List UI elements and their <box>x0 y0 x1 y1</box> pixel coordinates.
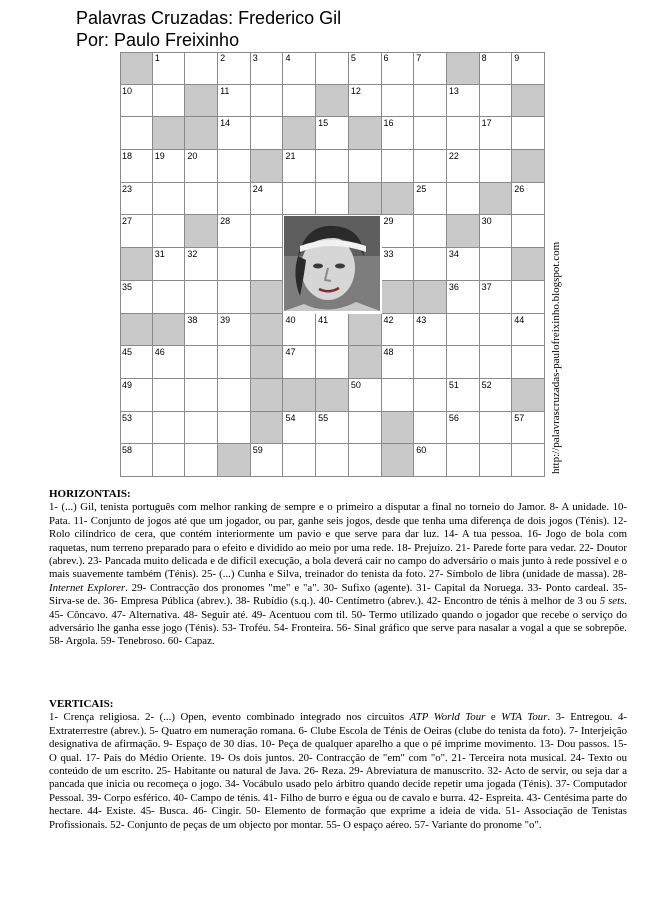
crossword-block <box>316 85 349 118</box>
crossword-block <box>382 183 415 216</box>
crossword-block <box>251 379 284 412</box>
crossword-cell[interactable] <box>382 314 415 347</box>
clue-number: 9 <box>514 53 520 63</box>
crossword-cell[interactable] <box>480 281 513 314</box>
crossword-cell[interactable] <box>120 85 153 118</box>
crossword-cell[interactable] <box>218 85 251 118</box>
crossword-block <box>512 379 545 412</box>
horizontal-clues-text: 1- (...) Gil, tenista português com melhor ranking de sempre e o primeiro a disputar a final no torneio do Jamor. 8- A unidade. 10- Pata. 11- Conjunto de jogos até que um jogador, ou par, ganhe seis jogos, desde que tenha uma diferença de dois jogos (Ténis). 12- Rolo cilíndrico de cera, que contém interiormente um pavio e que serve para dar luz. 14- A tua pessoa. 16- Jogo de bola com raquetas, num terreno preparado para o efeito e dividido ao meio por uma rede. 18- Prejuízo. 21- Parede forte para vedar. 22- Doutor (abrev.). 23- Pancada muito delicada e de difícil execução, a bola deverá cair no campo do adversário o mais junto à rede possível e o mais suavemente também (Ténis). 25- (...) Cunha e Silva, treinador do tenista da foto. 27- Símbolo de libra (unidade de massa). 28- Internet Explorer. 29- Contracção dos pronomes "me" e "a". 30- Sufixo (agente). 31- Capital da Noruega. 33- Ponto cardeal. 35- Sirva-se de. 36- Empresa Pública (abrev.). 38- Rubídio (s.q.). 40- Centímetro (abrev.). 42- Encontro de ténis à melhor de 3 ou 5 sets. 45- Côncavo. 47- Alternativa. 48- Seguir até. 49- Acentuou com til. 50- Termo utilizado quando o jogador que recebe o serviço do adversário lhe ganha esse jogo (Ténis). 53- Troféu. 54- Fronteira. 56- Sinal gráfico que serve para nasalar a vogal a que se sobrepõe. 58- Argola. 59- Tenebroso. 60- Capaz. <box>49 501 628 648</box>
crossword-cell[interactable] <box>251 85 284 118</box>
crossword-block <box>153 314 186 347</box>
crossword-cell[interactable] <box>480 346 513 379</box>
crossword-cell[interactable] <box>153 215 186 248</box>
clue-number: 28 <box>220 216 231 227</box>
crossword-cell[interactable] <box>153 150 186 183</box>
clue-number: 26 <box>514 183 525 194</box>
crossword-cell[interactable] <box>185 444 218 477</box>
crossword-block <box>349 314 382 347</box>
crossword-block <box>251 314 284 347</box>
crossword-cell[interactable] <box>316 183 349 216</box>
crossword-cell[interactable] <box>251 215 284 248</box>
clue-number: 43 <box>416 314 427 325</box>
clue-number: 54 <box>285 412 296 423</box>
crossword-cell[interactable] <box>382 215 415 248</box>
crossword-cell[interactable] <box>120 117 153 150</box>
clue-number: 49 <box>122 379 133 390</box>
crossword-cell[interactable] <box>414 412 447 445</box>
crossword-cell[interactable] <box>414 85 447 118</box>
clue-number: 59 <box>252 445 263 456</box>
crossword-cell[interactable] <box>512 281 545 314</box>
crossword-block <box>447 215 480 248</box>
crossword-cell[interactable] <box>251 183 284 216</box>
clue-number: 29 <box>383 216 394 227</box>
crossword-block <box>512 85 545 118</box>
clue-number: 31 <box>154 249 165 260</box>
crossword-cell[interactable] <box>480 248 513 281</box>
crossword-cell[interactable] <box>185 412 218 445</box>
crossword-block <box>251 346 284 379</box>
crossword-cell[interactable] <box>185 183 218 216</box>
clue-number: 56 <box>448 412 459 423</box>
crossword-cell[interactable] <box>153 379 186 412</box>
crossword-cell[interactable] <box>251 117 284 150</box>
clue-number: 11 <box>220 85 230 96</box>
vertical-clues-heading: VERTICAIS: <box>49 698 114 710</box>
crossword-cell[interactable] <box>120 412 153 445</box>
crossword-cell[interactable] <box>218 346 251 379</box>
page-title: Palavras Cruzadas: Frederico Gil <box>76 8 342 28</box>
clue-number: 19 <box>154 151 165 162</box>
clue-number: 12 <box>350 85 361 96</box>
clue-number: 41 <box>318 314 329 325</box>
crossword-cell[interactable] <box>512 215 545 248</box>
crossword-block <box>382 412 415 445</box>
clue-number: 15 <box>318 118 329 129</box>
crossword-cell[interactable] <box>447 281 480 314</box>
crossword-cell[interactable] <box>349 52 382 85</box>
crossword-block <box>283 379 316 412</box>
crossword-cell[interactable] <box>218 117 251 150</box>
crossword-block <box>414 281 447 314</box>
crossword-cell[interactable] <box>414 117 447 150</box>
clue-number: 16 <box>383 118 394 129</box>
crossword-cell[interactable] <box>120 379 153 412</box>
horizontal-clues <box>49 488 627 649</box>
crossword-cell[interactable] <box>283 150 316 183</box>
crossword-cell[interactable] <box>447 85 480 118</box>
crossword-cell[interactable] <box>414 444 447 477</box>
clue-number: 17 <box>481 118 492 129</box>
crossword-cell[interactable] <box>349 444 382 477</box>
crossword-cell[interactable] <box>251 52 284 85</box>
clue-number: 37 <box>481 281 492 292</box>
crossword-cell[interactable] <box>447 183 480 216</box>
crossword-cell[interactable] <box>414 52 447 85</box>
horizontal-clues-heading: HORIZONTAIS: <box>49 488 131 500</box>
clue-number: 35 <box>122 281 133 292</box>
blog-url: http://palavrascruzadas-paulofreixinho.blogspot.com <box>550 241 562 474</box>
clue-number: 10 <box>122 85 133 96</box>
crossword-cell[interactable] <box>316 117 349 150</box>
clue-number: 39 <box>220 314 231 325</box>
crossword-block <box>185 117 218 150</box>
clue-number: 22 <box>448 151 459 162</box>
photo-illustration <box>284 216 380 311</box>
crossword-cell[interactable] <box>382 346 415 379</box>
crossword-cell[interactable] <box>218 248 251 281</box>
crossword-cell[interactable] <box>120 444 153 477</box>
crossword-block <box>153 117 186 150</box>
crossword-cell[interactable] <box>414 248 447 281</box>
crossword-cell[interactable] <box>185 314 218 347</box>
crossword-cell[interactable] <box>218 215 251 248</box>
clue-number: 45 <box>122 347 133 358</box>
clue-number: 60 <box>416 445 427 456</box>
crossword-cell[interactable] <box>251 444 284 477</box>
crossword-cell[interactable] <box>414 215 447 248</box>
clue-number: 58 <box>122 445 133 456</box>
crossword-cell[interactable] <box>120 346 153 379</box>
crossword-cell[interactable] <box>153 444 186 477</box>
clue-number: 53 <box>122 412 133 423</box>
crossword-cell[interactable] <box>447 379 480 412</box>
crossword-block <box>251 281 284 314</box>
crossword-cell[interactable] <box>382 150 415 183</box>
crossword-cell[interactable] <box>185 379 218 412</box>
crossword-cell[interactable] <box>414 346 447 379</box>
crossword-cell[interactable] <box>185 281 218 314</box>
crossword-cell[interactable] <box>185 346 218 379</box>
crossword-cell[interactable] <box>512 444 545 477</box>
crossword-cell[interactable] <box>480 150 513 183</box>
crossword-cell[interactable] <box>120 150 153 183</box>
crossword-cell[interactable] <box>153 346 186 379</box>
crossword-cell[interactable] <box>218 52 251 85</box>
crossword-block <box>185 215 218 248</box>
crossword-cell[interactable] <box>480 215 513 248</box>
crossword-cell[interactable] <box>382 52 415 85</box>
clue-number: 55 <box>318 412 329 423</box>
crossword-block <box>349 183 382 216</box>
crossword-cell[interactable] <box>218 183 251 216</box>
clue-number: 52 <box>481 379 492 390</box>
crossword-cell[interactable] <box>316 314 349 347</box>
crossword-cell[interactable] <box>218 314 251 347</box>
crossword-cell[interactable] <box>447 412 480 445</box>
crossword-cell[interactable] <box>218 412 251 445</box>
clue-number: 1 <box>154 53 160 63</box>
crossword-cell[interactable] <box>316 346 349 379</box>
crossword-cell[interactable] <box>349 412 382 445</box>
crossword-cell[interactable] <box>316 150 349 183</box>
crossword-cell[interactable] <box>283 444 316 477</box>
crossword-cell[interactable] <box>153 52 186 85</box>
crossword-cell[interactable] <box>414 150 447 183</box>
vertical-clues <box>49 698 627 832</box>
crossword-block <box>120 248 153 281</box>
crossword-block <box>512 248 545 281</box>
clue-number: 2 <box>220 53 226 63</box>
crossword-cell[interactable] <box>414 379 447 412</box>
clue-number: 36 <box>448 281 459 292</box>
crossword-cell[interactable] <box>153 85 186 118</box>
crossword-cell[interactable] <box>480 52 513 85</box>
crossword-cell[interactable] <box>283 85 316 118</box>
crossword-cell[interactable] <box>382 248 415 281</box>
crossword-block <box>283 117 316 150</box>
crossword-block <box>120 52 153 85</box>
crossword-cell[interactable] <box>480 412 513 445</box>
crossword-cell[interactable] <box>185 248 218 281</box>
crossword-cell[interactable] <box>316 52 349 85</box>
crossword-cell[interactable] <box>120 215 153 248</box>
crossword-cell[interactable] <box>349 379 382 412</box>
crossword-cell[interactable] <box>153 248 186 281</box>
crossword-block <box>251 150 284 183</box>
crossword-cell[interactable] <box>283 314 316 347</box>
crossword-cell[interactable] <box>382 85 415 118</box>
crossword-cell[interactable] <box>512 314 545 347</box>
crossword-cell[interactable] <box>382 379 415 412</box>
crossword-cell[interactable] <box>218 379 251 412</box>
tennis-player-photo <box>284 216 380 311</box>
crossword-cell[interactable] <box>447 150 480 183</box>
clue-number: 47 <box>285 347 296 358</box>
clue-number: 27 <box>122 216 133 227</box>
vertical-clues-text: 1- Crença religiosa. 2- (...) Open, evento combinado integrado nos circuitos ATP World Tour e WTA Tour. 3- Entregou. 4- Extraterrestre (abrev.). 5- Quatro em numeração romana. 6- Clube Escola de Ténis de Oeiras (clube do tenista da foto). 7- Interjeição designativa de afirmação. 9- Espaço de 30 dias. 10- Peça de qualquer aparelho a que o pé imprime movimento. 13- Dou passos. 15- O qual. 17- País do Médio Oriente. 19- Os dois juntos. 20- Contracção de "em" com "o". 21- Terceira nota musical. 24- Texto ou conteúdo de um escrito. 25- Habitante ou natural de Java. 26- Reza. 29- Abreviatura de manuscrito. 32- Acto de servir, ou seja dar a pancada que inicia ou recomeça o jogo. 34- Vocábulo usado pelo árbitro quando decide repetir uma jogada (Ténis). 37- Computador Pessoal. 39- Corpo esférico. 40- Campo de ténis. 41- Filho de burro e égua ou de cavalo e burra. 42- Espreita. 43- Centésima parte do hectare. 44- Existe. 45- Busca. 46- Cingir. 50- Elemento de formação que exprime a ideia de vida. 51- Associação de Tenistas Profissionais. 52- Conjunto de peças de um objecto por montar. 55- O espaço aéreo. 57- Variante do pronome "o". <box>49 711 628 831</box>
crossword-cell[interactable] <box>218 150 251 183</box>
crossword-cell[interactable] <box>447 314 480 347</box>
crossword-cell[interactable] <box>349 150 382 183</box>
clue-number: 32 <box>187 249 198 260</box>
clue-number: 25 <box>416 183 427 194</box>
clue-number: 8 <box>481 53 487 63</box>
clue-number: 48 <box>383 347 394 358</box>
clue-number: 38 <box>187 314 198 325</box>
crossword-cell[interactable] <box>480 379 513 412</box>
crossword-block <box>218 444 251 477</box>
clue-number: 4 <box>285 53 291 63</box>
crossword-cell[interactable] <box>480 314 513 347</box>
clue-number: 23 <box>122 183 133 194</box>
clue-number: 34 <box>448 249 459 260</box>
crossword-cell[interactable] <box>120 183 153 216</box>
crossword-cell[interactable] <box>447 444 480 477</box>
crossword-cell[interactable] <box>283 346 316 379</box>
crossword-cell[interactable] <box>120 281 153 314</box>
crossword-cell[interactable] <box>447 346 480 379</box>
clue-number: 24 <box>252 183 263 194</box>
crossword-cell[interactable] <box>185 150 218 183</box>
crossword-block <box>185 85 218 118</box>
crossword-block <box>349 117 382 150</box>
crossword-cell[interactable] <box>480 444 513 477</box>
clue-number: 46 <box>154 347 165 358</box>
crossword-cell[interactable] <box>512 52 545 85</box>
clue-number: 5 <box>350 53 356 63</box>
crossword-cell[interactable] <box>480 85 513 118</box>
crossword-block <box>120 314 153 347</box>
crossword-block <box>447 52 480 85</box>
crossword-cell[interactable] <box>316 412 349 445</box>
crossword-cell[interactable] <box>153 183 186 216</box>
crossword-cell[interactable] <box>185 52 218 85</box>
clue-number: 6 <box>383 53 389 63</box>
crossword-cell[interactable] <box>512 412 545 445</box>
crossword-cell[interactable] <box>283 52 316 85</box>
clue-number: 3 <box>252 53 258 63</box>
crossword-block <box>480 183 513 216</box>
crossword-cell[interactable] <box>251 248 284 281</box>
author-line: Por: Paulo Freixinho <box>76 30 240 50</box>
crossword-cell[interactable] <box>512 183 545 216</box>
clue-number: 21 <box>285 151 296 162</box>
crossword-cell[interactable] <box>414 183 447 216</box>
crossword-cell[interactable] <box>283 183 316 216</box>
clue-number: 57 <box>514 412 525 423</box>
clue-number: 20 <box>187 151 198 162</box>
crossword-block <box>349 346 382 379</box>
clue-number: 14 <box>220 118 231 129</box>
crossword-block <box>382 281 415 314</box>
crossword-cell[interactable] <box>153 412 186 445</box>
crossword-cell[interactable] <box>316 444 349 477</box>
crossword-cell[interactable] <box>512 117 545 150</box>
clue-number: 30 <box>481 216 492 227</box>
crossword-block <box>512 150 545 183</box>
clue-number: 50 <box>350 379 361 390</box>
crossword-cell[interactable] <box>349 85 382 118</box>
clue-number: 13 <box>448 85 459 96</box>
crossword-cell[interactable] <box>283 412 316 445</box>
clue-number: 18 <box>122 151 133 162</box>
crossword-cell[interactable] <box>218 281 251 314</box>
crossword-cell[interactable] <box>153 281 186 314</box>
crossword-cell[interactable] <box>480 117 513 150</box>
crossword-cell[interactable] <box>447 248 480 281</box>
clue-number: 7 <box>416 53 422 63</box>
clue-number: 44 <box>514 314 525 325</box>
crossword-cell[interactable] <box>512 346 545 379</box>
crossword-block <box>251 412 284 445</box>
clue-number: 33 <box>383 249 394 260</box>
clue-number: 51 <box>448 379 459 390</box>
crossword-block <box>316 379 349 412</box>
clue-number: 40 <box>285 314 296 325</box>
clue-number: 42 <box>383 314 394 325</box>
crossword-cell[interactable] <box>382 117 415 150</box>
crossword-cell[interactable] <box>414 314 447 347</box>
crossword-block <box>382 444 415 477</box>
crossword-cell[interactable] <box>447 117 480 150</box>
